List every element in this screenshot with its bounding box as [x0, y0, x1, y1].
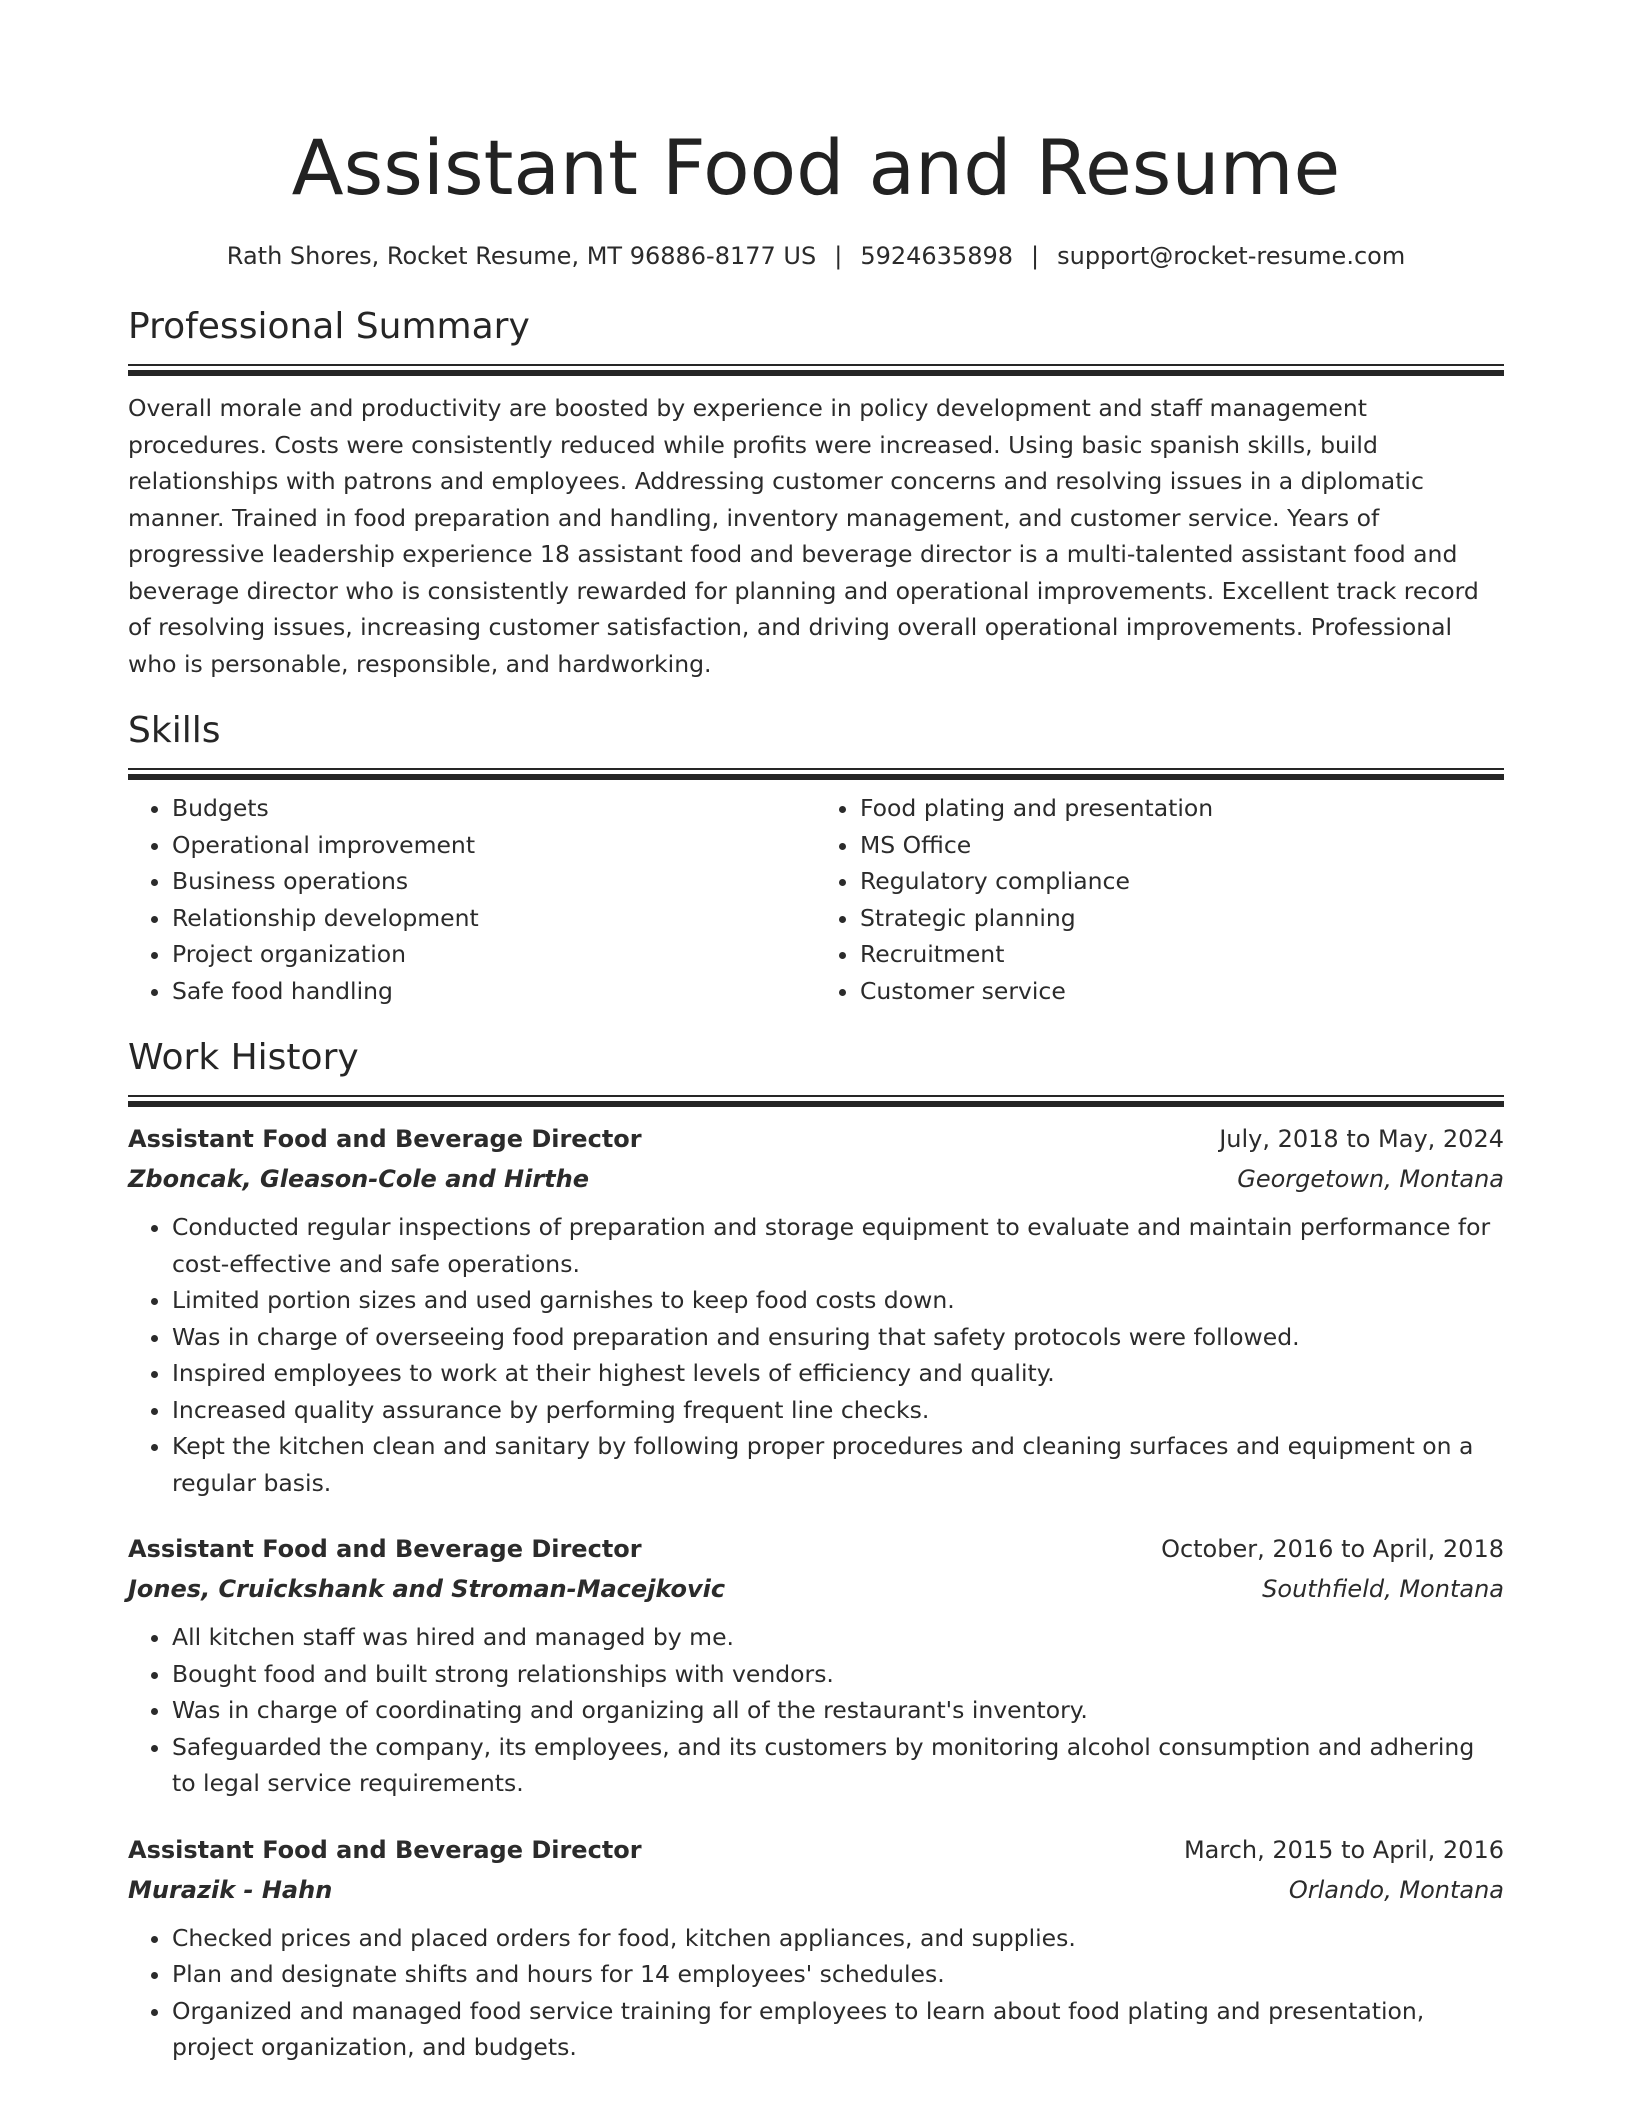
job-bullet: • Organized and managed food service training for employees to learn about food plating and presentation, project organization, and budgets. [172, 1993, 1504, 2066]
job-bullet: • Limited portion sizes and used garnishes to keep food costs down. [172, 1282, 1504, 1319]
job-dates: July, 2018 to May, 2024 [1219, 1125, 1504, 1153]
work-heading: Work History [128, 1037, 359, 1078]
resume-name: Assistant Food and Resume [291, 123, 1341, 212]
contact-email: support@rocket-resume.com [1057, 242, 1406, 270]
skill-item: • Budgets [172, 790, 816, 827]
skill-item: • Operational improvement [172, 827, 816, 864]
skill-item: • Safe food handling [172, 973, 816, 1010]
job-bullet: • Checked prices and placed orders for food, kitchen appliances, and supplies. [172, 1920, 1504, 1957]
job-title: Assistant Food and Beverage Director [128, 1535, 642, 1563]
skill-item: • Business operations [172, 863, 816, 900]
skill-item: • Regulatory compliance [860, 863, 1504, 900]
job-header [128, 1119, 1504, 1159]
skills-left-list [128, 790, 816, 1009]
job-entry [128, 1830, 1504, 2066]
contact-phone: 5924635898 [860, 242, 1014, 270]
contact-line [128, 240, 1504, 272]
summary-text: Overall morale and productivity are boosted by experience in policy development and staff management procedures. Costs were consistently reduced while profits were increased. Using basic spanish skills, build relationships with patrons and employees. Addressing customer concerns and resolving issues in a diplomatic manner. Trained in food preparation and handling, inventory management, and customer service. Years of progressive leadership experience 18 assistant food and beverage director is a multi-talented assistant food and beverage director who is consistently rewarded for planning and operational improvements. Excellent track record of resolving issues, increasing customer satisfaction, and driving overall operational improvements. Professional who is personable, responsible, and hardworking. [128, 394, 1479, 678]
work-section [128, 1035, 1504, 2066]
job-company: Murazik - Hahn [128, 1875, 333, 1904]
skills-heading: Skills [128, 710, 221, 751]
skills-columns [128, 790, 1504, 1009]
job-subheader [128, 1159, 1504, 1199]
job-bullets [128, 1619, 1504, 1802]
skill-item: • Strategic planning [860, 900, 1504, 937]
job-bullet: • Safeguarded the company, its employees, and its customers by monitoring alcohol consumption and adhering to legal service requirements. [172, 1729, 1504, 1802]
job-bullets [128, 1920, 1504, 2066]
skill-item: • Relationship development [172, 900, 816, 937]
job-bullet: • Conducted regular inspections of preparation and storage equipment to evaluate and maintain performance for cost-effective and safe operations. [172, 1209, 1504, 1282]
skill-item: • Project organization [172, 936, 816, 973]
job-bullet: • Was in charge of overseeing food preparation and ensuring that safety protocols were followed. [172, 1319, 1504, 1356]
skill-item: • Customer service [860, 973, 1504, 1010]
skill-item: • Recruitment [860, 936, 1504, 973]
job-bullet: • Increased quality assurance by performing frequent line checks. [172, 1392, 1504, 1429]
job-bullet: • Plan and designate shifts and hours for 14 employees' schedules. [172, 1956, 1504, 1993]
job-subheader [128, 1870, 1504, 1910]
section-divider [128, 1095, 1504, 1107]
job-subheader [128, 1569, 1504, 1609]
job-bullet: • Was in charge of coordinating and organizing all of the restaurant's inventory. [172, 1692, 1504, 1729]
job-dates: March, 2015 to April, 2016 [1183, 1835, 1504, 1864]
job-location: Georgetown, Montana [1237, 1165, 1504, 1193]
job-title: Assistant Food and Beverage Director [128, 1125, 642, 1153]
summary-section [128, 304, 1504, 682]
job-company: Zboncak, Gleason-Cole and Hirthe [128, 1165, 589, 1193]
job-bullet: • Kept the kitchen clean and sanitary by following proper procedures and cleaning surfaces and equipment on a regular basis. [172, 1428, 1504, 1501]
skill-item: • Food plating and presentation [860, 790, 1504, 827]
contact-address: Rath Shores, Rocket Resume, MT 96886-8177 US [226, 242, 817, 270]
job-bullet: • Bought food and built strong relationships with vendors. [172, 1656, 1504, 1693]
section-divider [128, 364, 1504, 376]
job-dates: October, 2016 to April, 2018 [1161, 1535, 1504, 1563]
job-company: Jones, Cruickshank and Stroman-Macejkovic [128, 1575, 726, 1603]
job-location: Southfield, Montana [1262, 1575, 1504, 1603]
contact-separator: | [834, 242, 843, 270]
contact-separator: | [1031, 242, 1040, 270]
skills-right-list [816, 790, 1504, 1009]
job-bullet: • Inspired employees to work at their highest levels of efficiency and quality. [172, 1355, 1504, 1392]
job-header [128, 1529, 1504, 1569]
job-location: Orlando, Montana [1288, 1875, 1504, 1904]
job-header [128, 1830, 1504, 1870]
job-title: Assistant Food and Beverage Director [128, 1835, 642, 1864]
skill-item: • MS Office [860, 827, 1504, 864]
job-bullets [128, 1209, 1504, 1501]
job-entry [128, 1119, 1504, 1501]
skills-section [128, 708, 1504, 1009]
summary-heading: Professional Summary [128, 306, 530, 347]
job-entry [128, 1529, 1504, 1802]
job-bullet: • All kitchen staff was hired and managed by me. [172, 1619, 1504, 1656]
section-divider [128, 768, 1504, 780]
